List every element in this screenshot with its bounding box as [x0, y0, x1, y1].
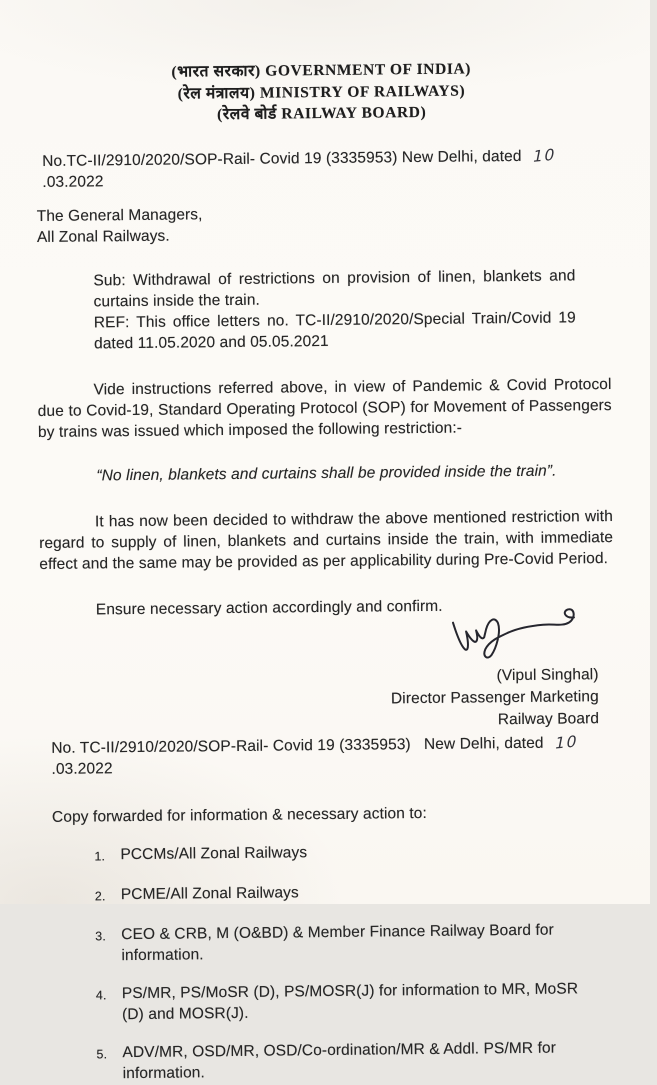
body-paragraph-3: Ensure necessary action accordingly and confirm. — [95, 597, 443, 618]
distribution-item-number: 2. — [94, 888, 106, 903]
distribution-item-number: 4. — [95, 987, 107, 1002]
distribution-item — [44, 1036, 618, 1084]
distribution-item — [44, 977, 618, 1025]
handwritten-date-day: 10 — [533, 145, 557, 166]
distribution-item-number: 3. — [95, 928, 106, 943]
reference-number-line-2 — [51, 731, 615, 779]
distribution-item-text: CEO & CRB, M (O&BD) & Member Finance Railway Board for information. — [121, 921, 554, 964]
subject-line: Sub: Withdrawal of restrictions on provision of linen, blankets and curtains inside the train. — [93, 266, 576, 310]
signature-block — [40, 600, 615, 733]
distribution-item — [42, 838, 616, 867]
subject-reference-block — [93, 265, 576, 354]
addressee-line-1: The General Managers, — [36, 205, 203, 225]
signature-scribble — [446, 601, 585, 664]
reference-number-line — [42, 145, 609, 193]
signatory-organization: Railway Board — [497, 709, 600, 728]
letterhead-line-board — [35, 100, 609, 128]
copy-forwarded-line: Copy forwarded for information & necessary action to: — [51, 804, 427, 826]
reference-date-rest-2: .03.2022 — [51, 759, 113, 778]
reference-date-rest: .03.2022 — [42, 172, 104, 191]
addressee-line-2: All Zonal Railways. — [36, 227, 170, 246]
reference-letters-line: REF: This office letters no. TC-II/2910/2020/Special Train/Covid 19 dated 11.05.2020 and 05.05.2021 — [93, 308, 576, 352]
distribution-item — [43, 878, 617, 907]
distribution-item-text: ADV/MR, OSD/MR, OSD/Co-ordination/MR & Addl. PS/MR for information. — [122, 1039, 557, 1082]
letterhead-english-2: MINISTRY OF RAILWAYS) — [259, 82, 466, 102]
letterhead-english-1: GOVERNMENT OF INDIA) — [265, 60, 472, 80]
restriction-quote: “No linen, blankets and curtains shall be provided inside the train”. — [96, 462, 557, 484]
letterhead — [34, 57, 609, 128]
letterhead-hindi-1: (भारत सरकार) — [171, 62, 261, 81]
body-paragraph-2: It has now been decided to withdraw the above mentioned restriction with regard to supply of linen, blankets and curtains inside the train, with immediate effect and the same may be provided as per applicability during Pre-Covid Period. — [39, 507, 614, 573]
distribution-item-number: 5. — [96, 1046, 108, 1061]
distribution-item-text: PCME/All Zonal Railways — [120, 883, 299, 903]
signatory-name: (Vipul Singhal) — [496, 665, 599, 684]
body-paragraph-1: Vide instructions referred above, in view of Pandemic & Covid Protocol due to Covid-19, Standard Operating Protocol (SOP) for Movement of Passengers by trains was issued which imposed the following restriction:- — [37, 375, 612, 441]
distribution-item-text: PS/MR, PS/MoSR (D), PS/MOSR(J) for information to MR, MoSR (D) and MOSR(J). — [121, 979, 579, 1023]
letterhead-english-3: RAILWAY BOARD) — [281, 103, 427, 123]
distribution-list — [42, 838, 618, 1084]
reference-number-text: No.TC-II/2910/2020/SOP-Rail- Covid 19 (3335953) New Delhi, dated — [42, 147, 522, 170]
addressee-block — [37, 200, 610, 248]
letterhead-hindi-2: (रेल मंत्रालय) — [177, 84, 256, 103]
distribution-item-text: PCCMs/All Zonal Railways — [120, 843, 308, 863]
signatory-designation: Director Passenger Marketing — [390, 687, 599, 707]
letterhead-hindi-3: (रेलवे बोर्ड — [216, 105, 277, 124]
distribution-item — [43, 918, 617, 966]
handwritten-date-day-2: 10 — [555, 731, 579, 753]
distribution-item-number: 1. — [94, 848, 106, 863]
reference-number-text-2: No. TC-II/2910/2020/SOP-Rail- Covid 19 (3335953) New Delhi, dated — [51, 734, 544, 757]
